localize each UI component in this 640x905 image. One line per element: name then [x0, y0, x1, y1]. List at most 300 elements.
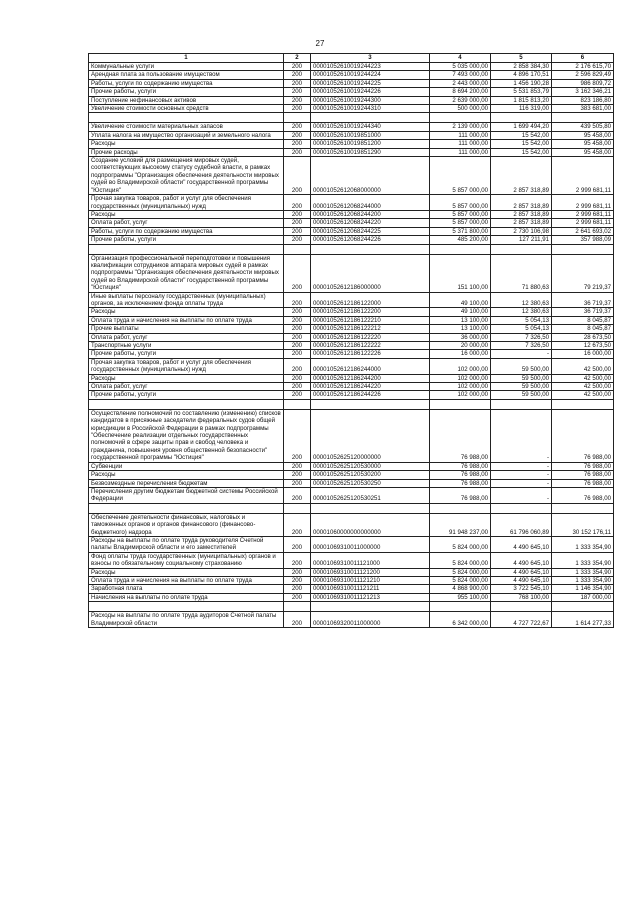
expense-name-cell: Прочая закупка товаров, работ и услуг для обеспечения государственных (муниципальных) нужд — [89, 358, 284, 374]
line-code-cell: 200 — [284, 316, 311, 324]
table-row — [89, 479, 614, 487]
executed-amount-cell: 7 326,50 — [491, 342, 552, 350]
executed-amount-cell: 4 727 722,67 — [491, 612, 552, 628]
line-code-cell: 200 — [284, 568, 311, 576]
table-row — [89, 593, 614, 601]
approved-amount-cell: 500 000,00 — [430, 105, 491, 113]
expense-name-cell: Оплата труда и начисления на выплаты по оплате труда — [89, 316, 284, 324]
executed-amount-cell: 4 490 645,10 — [491, 568, 552, 576]
expense-name-cell: Оплата труда и начисления на выплаты по оплате труда — [89, 576, 284, 584]
table-row — [89, 409, 614, 462]
executed-amount-cell: 59 500,00 — [491, 383, 552, 391]
table-row — [89, 462, 614, 470]
budget-classification-code-cell: 00001052610019244226 — [311, 88, 430, 96]
header-cell-6: 6 — [552, 54, 614, 63]
approved-amount-cell: 5 857 000,00 — [430, 157, 491, 195]
expense-name-cell — [89, 503, 284, 513]
unexecuted-amount-cell: 986 809,72 — [552, 79, 614, 87]
expense-name-cell: Расходы — [89, 308, 284, 316]
table-row — [89, 350, 614, 358]
executed-amount-cell: 127 211,91 — [491, 236, 552, 244]
expense-name-cell: Прочие расходы — [89, 148, 284, 156]
executed-amount-cell: 1 699 494,20 — [491, 123, 552, 131]
line-code-cell: 200 — [284, 536, 311, 552]
line-code-cell — [284, 602, 311, 612]
budget-classification-code-cell: 00001052612186000000 — [311, 254, 430, 292]
budget-execution-table — [88, 53, 614, 628]
approved-amount-cell: 102 000,00 — [430, 374, 491, 382]
approved-amount-cell: 5 035 000,00 — [430, 63, 491, 71]
unexecuted-amount-cell: 76 988,00 — [552, 471, 614, 479]
line-code-cell: 200 — [284, 350, 311, 358]
unexecuted-amount-cell: 28 673,50 — [552, 333, 614, 341]
line-code-cell: 200 — [284, 210, 311, 218]
table-row — [89, 316, 614, 324]
budget-classification-code-cell: 00001052612068244200 — [311, 210, 430, 218]
approved-amount-cell: 5 857 000,00 — [430, 195, 491, 211]
line-code-cell: 200 — [284, 612, 311, 628]
unexecuted-amount-cell: 1 614 277,33 — [552, 612, 614, 628]
header-cell-5: 5 — [491, 54, 552, 63]
approved-amount-cell: 5 824 000,00 — [430, 576, 491, 584]
line-code-cell: 200 — [284, 96, 311, 104]
budget-classification-code-cell: 00001052612186122220 — [311, 333, 430, 341]
budget-classification-code-cell: 00001052612186122200 — [311, 308, 430, 316]
line-code-cell: 200 — [284, 227, 311, 235]
header-cell-2: 2 — [284, 54, 311, 63]
unexecuted-amount-cell — [552, 602, 614, 612]
table-row — [89, 88, 614, 96]
executed-amount-cell — [491, 244, 552, 254]
unexecuted-amount-cell: 2 999 681,11 — [552, 195, 614, 211]
unexecuted-amount-cell — [552, 244, 614, 254]
table-row — [89, 503, 614, 513]
table-row — [89, 254, 614, 292]
expense-name-cell: Прочие работы, услуги — [89, 236, 284, 244]
table-row — [89, 612, 614, 628]
budget-classification-code-cell — [311, 602, 430, 612]
approved-amount-cell: 111 000,00 — [430, 140, 491, 148]
executed-amount-cell: 2 857 318,89 — [491, 219, 552, 227]
table-row — [89, 140, 614, 148]
budget-classification-code-cell: 00001052612068244225 — [311, 227, 430, 235]
executed-amount-cell: 2 857 318,89 — [491, 195, 552, 211]
table-row — [89, 157, 614, 195]
executed-amount-cell: 1 456 190,28 — [491, 79, 552, 87]
expense-name-cell: Поступление нефинансовых активов — [89, 96, 284, 104]
table-row — [89, 602, 614, 612]
budget-classification-code-cell: 00001052612186244220 — [311, 383, 430, 391]
line-code-cell: 200 — [284, 358, 311, 374]
table-row — [89, 374, 614, 382]
budget-classification-code-cell — [311, 244, 430, 254]
executed-amount-cell: 3 722 545,10 — [491, 585, 552, 593]
expense-name-cell: Прочая закупка товаров, работ и услуг для обеспечения государственных (муниципальных) нужд — [89, 195, 284, 211]
line-code-cell: 200 — [284, 79, 311, 87]
budget-classification-code-cell: 00001052612186122222 — [311, 342, 430, 350]
line-code-cell: 200 — [284, 157, 311, 195]
budget-classification-code-cell — [311, 399, 430, 409]
expense-name-cell: Прочие выплаты — [89, 325, 284, 333]
budget-classification-code-cell: 00001052610019244300 — [311, 96, 430, 104]
line-code-cell: 200 — [284, 105, 311, 113]
table-row — [89, 71, 614, 79]
approved-amount-cell — [430, 399, 491, 409]
budget-classification-code-cell: 00001052610019244225 — [311, 79, 430, 87]
approved-amount-cell: 5 371 800,00 — [430, 227, 491, 235]
unexecuted-amount-cell: 42 500,00 — [552, 391, 614, 399]
budget-classification-code-cell: 00001052625120000000 — [311, 409, 430, 462]
expense-name-cell: Оплата работ, услуг — [89, 219, 284, 227]
approved-amount-cell: 2 443 000,00 — [430, 79, 491, 87]
line-code-cell: 200 — [284, 585, 311, 593]
line-code-cell: 200 — [284, 292, 311, 308]
executed-amount-cell: 15 542,00 — [491, 140, 552, 148]
expense-name-cell: Обеспечение деятельности финансовых, налоговых и таможенных органов и органов финансового (финансово-бюджетного) надзора — [89, 513, 284, 536]
line-code-cell — [284, 399, 311, 409]
expense-name-cell: Работы, услуги по содержанию имущества — [89, 227, 284, 235]
table-row — [89, 536, 614, 552]
approved-amount-cell: 76 988,00 — [430, 479, 491, 487]
expense-name-cell: Субвенции — [89, 462, 284, 470]
expense-name-cell: Осуществление полномочий по составлению (изменению) списков кандидатов в присяжные заседатели федеральных судов общей юрисдикции в Российской Федерации в рамках подпрограммы "Обеспечение реализации отдельных государственных полномочий в сфере защиты прав и свобод человека и гражданина, повышения уровня общественной безопасности" государственной программы "Юстиция" — [89, 409, 284, 462]
table-row — [89, 236, 614, 244]
header-cell-3: 3 — [311, 54, 430, 63]
table-row — [89, 585, 614, 593]
line-code-cell: 200 — [284, 88, 311, 96]
unexecuted-amount-cell: 383 681,00 — [552, 105, 614, 113]
unexecuted-amount-cell: 823 186,80 — [552, 96, 614, 104]
table-row — [89, 552, 614, 568]
table-row — [89, 383, 614, 391]
executed-amount-cell: 61 796 060,89 — [491, 513, 552, 536]
table-row — [89, 244, 614, 254]
executed-amount-cell: 2 857 318,89 — [491, 157, 552, 195]
approved-amount-cell: 76 988,00 — [430, 409, 491, 462]
unexecuted-amount-cell — [552, 113, 614, 123]
table-row — [89, 195, 614, 211]
budget-classification-code-cell: 00001052610019244310 — [311, 105, 430, 113]
unexecuted-amount-cell: 36 719,37 — [552, 292, 614, 308]
expense-name-cell: Расходы — [89, 568, 284, 576]
line-code-cell: 200 — [284, 148, 311, 156]
budget-classification-code-cell: 00001069310011121211 — [311, 585, 430, 593]
table-row — [89, 131, 614, 139]
table-row — [89, 568, 614, 576]
header-row — [89, 54, 614, 63]
unexecuted-amount-cell: 8 045,87 — [552, 325, 614, 333]
budget-classification-code-cell: 00001069310011121000 — [311, 552, 430, 568]
unexecuted-amount-cell: 95 458,00 — [552, 140, 614, 148]
expense-name-cell: Расходы — [89, 471, 284, 479]
expense-name-cell — [89, 602, 284, 612]
unexecuted-amount-cell: 8 045,87 — [552, 316, 614, 324]
approved-amount-cell — [430, 113, 491, 123]
executed-amount-cell: 12 380,63 — [491, 308, 552, 316]
expense-name-cell: Фонд оплаты труда государственных (муниципальных) органов и взносы по обязательному социальному страхованию — [89, 552, 284, 568]
table-row — [89, 123, 614, 131]
executed-amount-cell — [491, 113, 552, 123]
line-code-cell: 200 — [284, 462, 311, 470]
unexecuted-amount-cell: 2 176 615,70 — [552, 63, 614, 71]
unexecuted-amount-cell — [552, 503, 614, 513]
unexecuted-amount-cell: 357 988,09 — [552, 236, 614, 244]
line-code-cell: 200 — [284, 374, 311, 382]
line-code-cell: 200 — [284, 391, 311, 399]
budget-classification-code-cell: 00001052612068244000 — [311, 195, 430, 211]
unexecuted-amount-cell: 76 988,00 — [552, 462, 614, 470]
table-row — [89, 399, 614, 409]
line-code-cell: 200 — [284, 195, 311, 211]
header-cell-4: 4 — [430, 54, 491, 63]
approved-amount-cell — [430, 244, 491, 254]
approved-amount-cell: 151 100,00 — [430, 254, 491, 292]
expense-name-cell: Увеличение стоимости основных средств — [89, 105, 284, 113]
unexecuted-amount-cell: 36 719,37 — [552, 308, 614, 316]
approved-amount-cell: 5 824 000,00 — [430, 552, 491, 568]
approved-amount-cell: 7 493 000,00 — [430, 71, 491, 79]
table-row — [89, 63, 614, 71]
table-row — [89, 210, 614, 218]
executed-amount-cell: 59 500,00 — [491, 358, 552, 374]
expense-name-cell: Работы, услуги по содержанию имущества — [89, 79, 284, 87]
budget-classification-code-cell: 00001052612186122210 — [311, 316, 430, 324]
approved-amount-cell: 49 100,00 — [430, 308, 491, 316]
expense-name-cell: Расходы — [89, 210, 284, 218]
approved-amount-cell: 6 342 000,00 — [430, 612, 491, 628]
expense-name-cell: Начисления на выплаты по оплате труда — [89, 593, 284, 601]
table-row — [89, 113, 614, 123]
executed-amount-cell: - — [491, 350, 552, 358]
line-code-cell — [284, 503, 311, 513]
approved-amount-cell: 91 948 237,00 — [430, 513, 491, 536]
table-row — [89, 79, 614, 87]
expense-name-cell: Прочие работы, услуги — [89, 350, 284, 358]
budget-classification-code-cell: 00001069320011000000 — [311, 612, 430, 628]
line-code-cell: 200 — [284, 123, 311, 131]
unexecuted-amount-cell: 439 505,80 — [552, 123, 614, 131]
approved-amount-cell: 76 988,00 — [430, 471, 491, 479]
budget-classification-code-cell: 00001069310011121213 — [311, 593, 430, 601]
executed-amount-cell: 2 858 384,30 — [491, 63, 552, 71]
expense-name-cell: Расходы на выплаты по оплате труда аудиторов Счетной палаты Владимирской области — [89, 612, 284, 628]
budget-classification-code-cell: 00001052612186122000 — [311, 292, 430, 308]
executed-amount-cell: 5 531 853,79 — [491, 88, 552, 96]
expense-name-cell: Коммунальные услуги — [89, 63, 284, 71]
budget-classification-code-cell: 00001052610019851000 — [311, 131, 430, 139]
approved-amount-cell: 102 000,00 — [430, 391, 491, 399]
approved-amount-cell: 2 639 000,00 — [430, 96, 491, 104]
table-row — [89, 333, 614, 341]
unexecuted-amount-cell: 2 641 693,02 — [552, 227, 614, 235]
executed-amount-cell: 15 542,00 — [491, 131, 552, 139]
approved-amount-cell: 955 100,00 — [430, 593, 491, 601]
budget-classification-code-cell: 00001052610019851200 — [311, 140, 430, 148]
budget-classification-code-cell: 00001052610019244340 — [311, 123, 430, 131]
budget-classification-code-cell — [311, 503, 430, 513]
unexecuted-amount-cell: 2 999 681,11 — [552, 210, 614, 218]
unexecuted-amount-cell: 1 333 354,90 — [552, 568, 614, 576]
executed-amount-cell: 59 500,00 — [491, 391, 552, 399]
approved-amount-cell: 4 868 900,00 — [430, 585, 491, 593]
line-code-cell: 200 — [284, 479, 311, 487]
line-code-cell: 200 — [284, 131, 311, 139]
unexecuted-amount-cell: 3 162 346,21 — [552, 88, 614, 96]
approved-amount-cell: 13 100,00 — [430, 325, 491, 333]
line-code-cell — [284, 244, 311, 254]
executed-amount-cell: 71 880,63 — [491, 254, 552, 292]
executed-amount-cell — [491, 602, 552, 612]
expense-name-cell: Расходы — [89, 374, 284, 382]
unexecuted-amount-cell: 187 000,00 — [552, 593, 614, 601]
unexecuted-amount-cell — [552, 399, 614, 409]
approved-amount-cell: 102 000,00 — [430, 383, 491, 391]
executed-amount-cell: - — [491, 462, 552, 470]
approved-amount-cell: 20 000,00 — [430, 342, 491, 350]
budget-classification-code-cell: 00001069310011000000 — [311, 536, 430, 552]
line-code-cell: 200 — [284, 140, 311, 148]
budget-classification-code-cell: 00001052625120530250 — [311, 479, 430, 487]
unexecuted-amount-cell: 2 999 681,11 — [552, 157, 614, 195]
unexecuted-amount-cell: 1 146 354,90 — [552, 585, 614, 593]
table-row — [89, 96, 614, 104]
expense-name-cell — [89, 113, 284, 123]
unexecuted-amount-cell: 76 988,00 — [552, 479, 614, 487]
unexecuted-amount-cell: 42 500,00 — [552, 383, 614, 391]
executed-amount-cell — [491, 399, 552, 409]
table-body — [89, 63, 614, 628]
executed-amount-cell: 7 326,50 — [491, 333, 552, 341]
executed-amount-cell: 1 815 813,20 — [491, 96, 552, 104]
unexecuted-amount-cell: 1 333 354,90 — [552, 552, 614, 568]
approved-amount-cell: 36 000,00 — [430, 333, 491, 341]
line-code-cell: 200 — [284, 471, 311, 479]
executed-amount-cell: - — [491, 409, 552, 462]
approved-amount-cell: 76 988,00 — [430, 487, 491, 503]
executed-amount-cell: 12 380,63 — [491, 292, 552, 308]
approved-amount-cell: 5 824 000,00 — [430, 568, 491, 576]
budget-classification-code-cell: 00001052612186122226 — [311, 350, 430, 358]
expense-name-cell: Арендная плата за пользование имуществом — [89, 71, 284, 79]
budget-classification-code-cell: 00001052612186244200 — [311, 374, 430, 382]
budget-classification-code-cell: 00001052625120530000 — [311, 462, 430, 470]
executed-amount-cell: - — [491, 487, 552, 503]
executed-amount-cell: - — [491, 471, 552, 479]
executed-amount-cell: 4 490 645,10 — [491, 536, 552, 552]
approved-amount-cell: 485 200,00 — [430, 236, 491, 244]
expense-name-cell: Заработная плата — [89, 585, 284, 593]
expense-name-cell: Перечисления другим бюджетам бюджетной системы Российской Федерации — [89, 487, 284, 503]
budget-classification-code-cell: 00001052612068244220 — [311, 219, 430, 227]
approved-amount-cell: 111 000,00 — [430, 148, 491, 156]
executed-amount-cell: 2 857 318,89 — [491, 210, 552, 218]
budget-classification-code-cell: 00001052625120530200 — [311, 471, 430, 479]
unexecuted-amount-cell: 16 000,00 — [552, 350, 614, 358]
budget-classification-code-cell: 00001069310011121210 — [311, 576, 430, 584]
budget-classification-code-cell: 00001052612186122212 — [311, 325, 430, 333]
expense-name-cell: Создание условий для размещения мировых судей, соответствующих высокому статусу судебной власти, в рамках подпрограммы "Организация обеспечения деятельности мировых судей во Владимирской области" государственной программы "Юстиция" — [89, 157, 284, 195]
line-code-cell: 200 — [284, 576, 311, 584]
unexecuted-amount-cell: 2 596 829,49 — [552, 71, 614, 79]
line-code-cell: 200 — [284, 325, 311, 333]
budget-classification-code-cell: 00001052610019851290 — [311, 148, 430, 156]
executed-amount-cell: - — [491, 479, 552, 487]
approved-amount-cell: 5 857 000,00 — [430, 210, 491, 218]
table-row — [89, 308, 614, 316]
budget-classification-code-cell: 00001052625120530251 — [311, 487, 430, 503]
line-code-cell: 200 — [284, 487, 311, 503]
expense-name-cell — [89, 244, 284, 254]
line-code-cell: 200 — [284, 333, 311, 341]
expense-name-cell: Уплата налога на имущество организаций и земельного налога — [89, 131, 284, 139]
line-code-cell: 200 — [284, 219, 311, 227]
approved-amount-cell: 5 857 000,00 — [430, 219, 491, 227]
unexecuted-amount-cell: 30 152 176,11 — [552, 513, 614, 536]
budget-classification-code-cell: 00001052610019244224 — [311, 71, 430, 79]
unexecuted-amount-cell: 2 999 681,11 — [552, 219, 614, 227]
line-code-cell: 200 — [284, 254, 311, 292]
unexecuted-amount-cell: 1 333 354,90 — [552, 576, 614, 584]
executed-amount-cell: 2 730 106,98 — [491, 227, 552, 235]
table-row — [89, 227, 614, 235]
approved-amount-cell: 76 988,00 — [430, 462, 491, 470]
table-row — [89, 292, 614, 308]
expense-name-cell: Иные выплаты персоналу государственных (муниципальных) органов, за исключением фонда оплаты труда — [89, 292, 284, 308]
executed-amount-cell: 4 490 645,10 — [491, 576, 552, 584]
expense-name-cell: Организация профессиональной переподготовки и повышения квалификации сотрудников аппарата мировых судей в рамках подпрограммы "Организация обеспечения деятельности мировых судей во Владимирской области" государственной программы "Юстиция" — [89, 254, 284, 292]
expense-name-cell: Расходы — [89, 140, 284, 148]
budget-classification-code-cell: 00001060000000000000 — [311, 513, 430, 536]
table-row — [89, 487, 614, 503]
executed-amount-cell: 5 054,13 — [491, 325, 552, 333]
unexecuted-amount-cell: 76 988,00 — [552, 409, 614, 462]
executed-amount-cell: 59 500,00 — [491, 374, 552, 382]
executed-amount-cell: 5 054,13 — [491, 316, 552, 324]
table-row — [89, 391, 614, 399]
line-code-cell: 200 — [284, 342, 311, 350]
approved-amount-cell: 5 824 000,00 — [430, 536, 491, 552]
expense-name-cell — [89, 399, 284, 409]
budget-classification-code-cell — [311, 113, 430, 123]
approved-amount-cell: 2 139 000,00 — [430, 123, 491, 131]
unexecuted-amount-cell: 42 500,00 — [552, 374, 614, 382]
approved-amount-cell: 49 100,00 — [430, 292, 491, 308]
table-row — [89, 148, 614, 156]
budget-classification-code-cell: 00001052612186244226 — [311, 391, 430, 399]
line-code-cell: 200 — [284, 71, 311, 79]
budget-classification-code-cell: 00001052610019244223 — [311, 63, 430, 71]
budget-classification-code-cell: 00001052612068000000 — [311, 157, 430, 195]
executed-amount-cell: 15 542,00 — [491, 148, 552, 156]
line-code-cell: 200 — [284, 383, 311, 391]
executed-amount-cell — [491, 503, 552, 513]
line-code-cell: 200 — [284, 552, 311, 568]
expense-name-cell: Оплата работ, услуг — [89, 383, 284, 391]
header-cell-1: 1 — [89, 54, 284, 63]
approved-amount-cell: 111 000,00 — [430, 131, 491, 139]
expense-name-cell: Транспортные услуги — [89, 342, 284, 350]
page-number: 27 — [315, 39, 325, 48]
budget-classification-code-cell: 00001069310011121200 — [311, 568, 430, 576]
approved-amount-cell: 102 000,00 — [430, 358, 491, 374]
expense-name-cell: Расходы на выплаты по оплате труда руководителя Счетной палаты Владимирской области и его заместителей — [89, 536, 284, 552]
table-row — [89, 342, 614, 350]
expense-name-cell: Оплата работ, услуг — [89, 333, 284, 341]
line-code-cell: 200 — [284, 63, 311, 71]
approved-amount-cell: 13 100,00 — [430, 316, 491, 324]
approved-amount-cell: 16 000,00 — [430, 350, 491, 358]
expense-name-cell: Безвозмездные перечисления бюджетам — [89, 479, 284, 487]
